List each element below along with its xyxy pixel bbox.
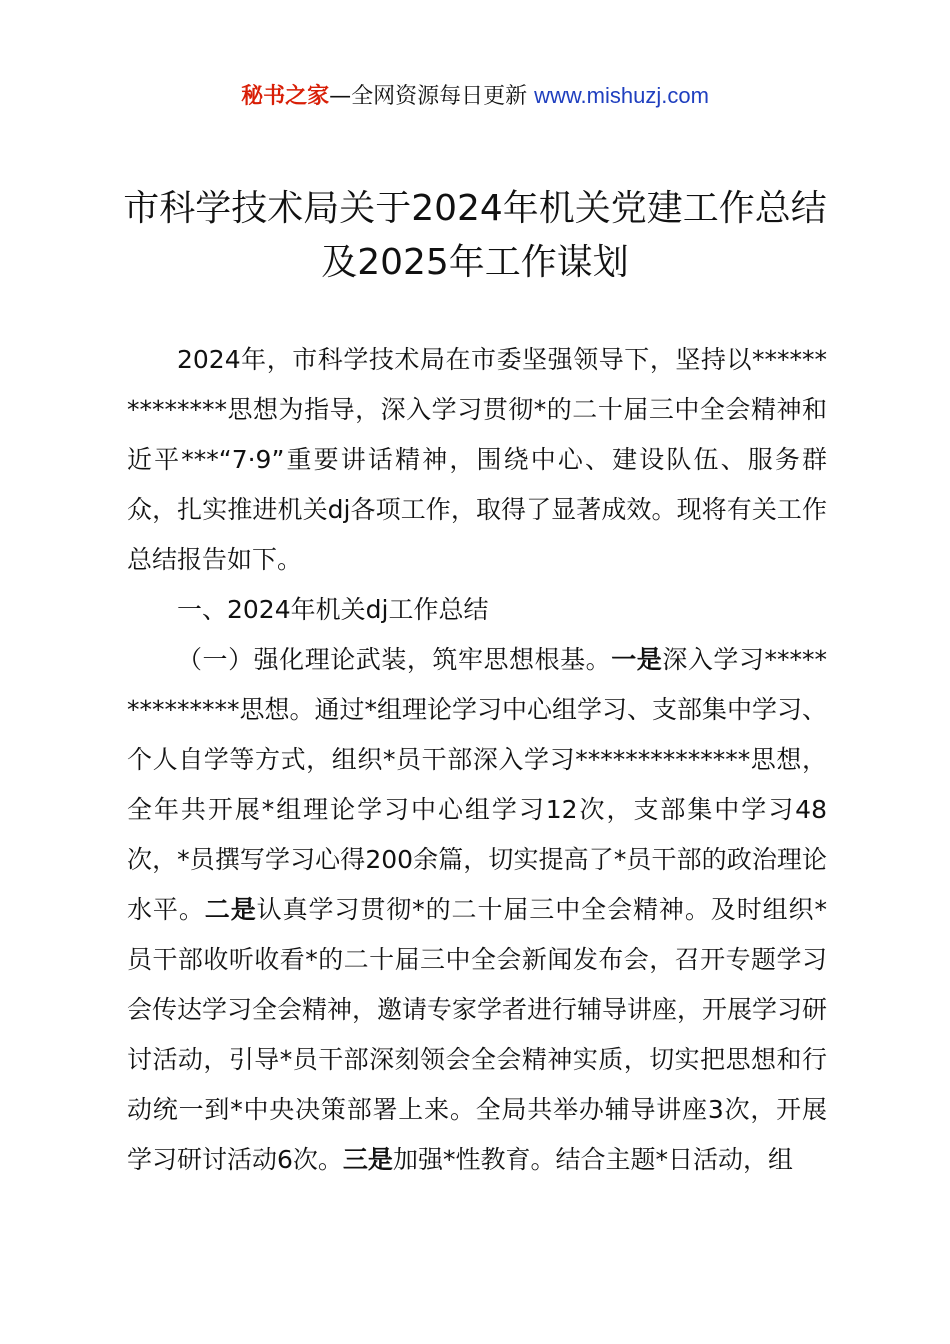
point-text-3: 加强*性教育。结合主题*日活动，组 xyxy=(392,1145,793,1174)
title-line-1: 市科学技术局关于2024年机关党建工作总结 xyxy=(123,188,827,229)
sub-section-paragraph xyxy=(127,635,827,1185)
slogan: —全网资源每日更新 xyxy=(329,84,528,109)
title-line-2: 及2025年工作谋划 xyxy=(321,242,629,283)
point-text-1: 深入学习**************思想。通过*组理论学习中心组学习、支部集中学习、个人自学等方式，组织*员干部深入学习**************思想，全年共开展*组理论学习中心组学习12次，支部集中学习48次，*员撰写学习心得200余篇，切实提高了*员干部的政治理论水平。 xyxy=(127,645,828,924)
intro-paragraph: 2024年，市科学技术局在市委坚强领导下，坚持以**************思想为指导，深入学习贯彻*的二十届三中全会精神和近平***“7·9”重要讲话精神，围绕中心、建设队伍、服务群众，扎实推进机关dj各项工作，取得了显著成效。现将有关工作总结报告如下。 xyxy=(127,345,827,574)
document-body xyxy=(127,335,827,1185)
point-label-1: 一是 xyxy=(611,645,663,674)
sub-heading: （一）强化理论武装，筑牢思想根基。 xyxy=(177,645,612,674)
site-header xyxy=(0,80,950,113)
point-text-2: 认真学习贯彻*的二十届三中全会精神。及时组织*员干部收听收看*的二十届三中全会新闻发布会，召开专题学习会传达学习全会精神，邀请专家学者进行辅导讲座，开展学习研讨活动，引导*员干部深刻领会全会精神实质，切实把思想和行动统一到*中央决策部署上来。全局共举办辅导讲座3次，开展学习研讨活动6次。 xyxy=(127,895,828,1174)
point-label-3: 三是 xyxy=(342,1145,393,1174)
document-title xyxy=(0,182,950,290)
point-label-2: 二是 xyxy=(204,895,257,924)
site-url[interactable]: www.mishuzj.com xyxy=(534,83,709,108)
section-heading: 一、2024年机关dj工作总结 xyxy=(177,595,489,624)
brand-name: 秘书之家 xyxy=(241,84,330,109)
